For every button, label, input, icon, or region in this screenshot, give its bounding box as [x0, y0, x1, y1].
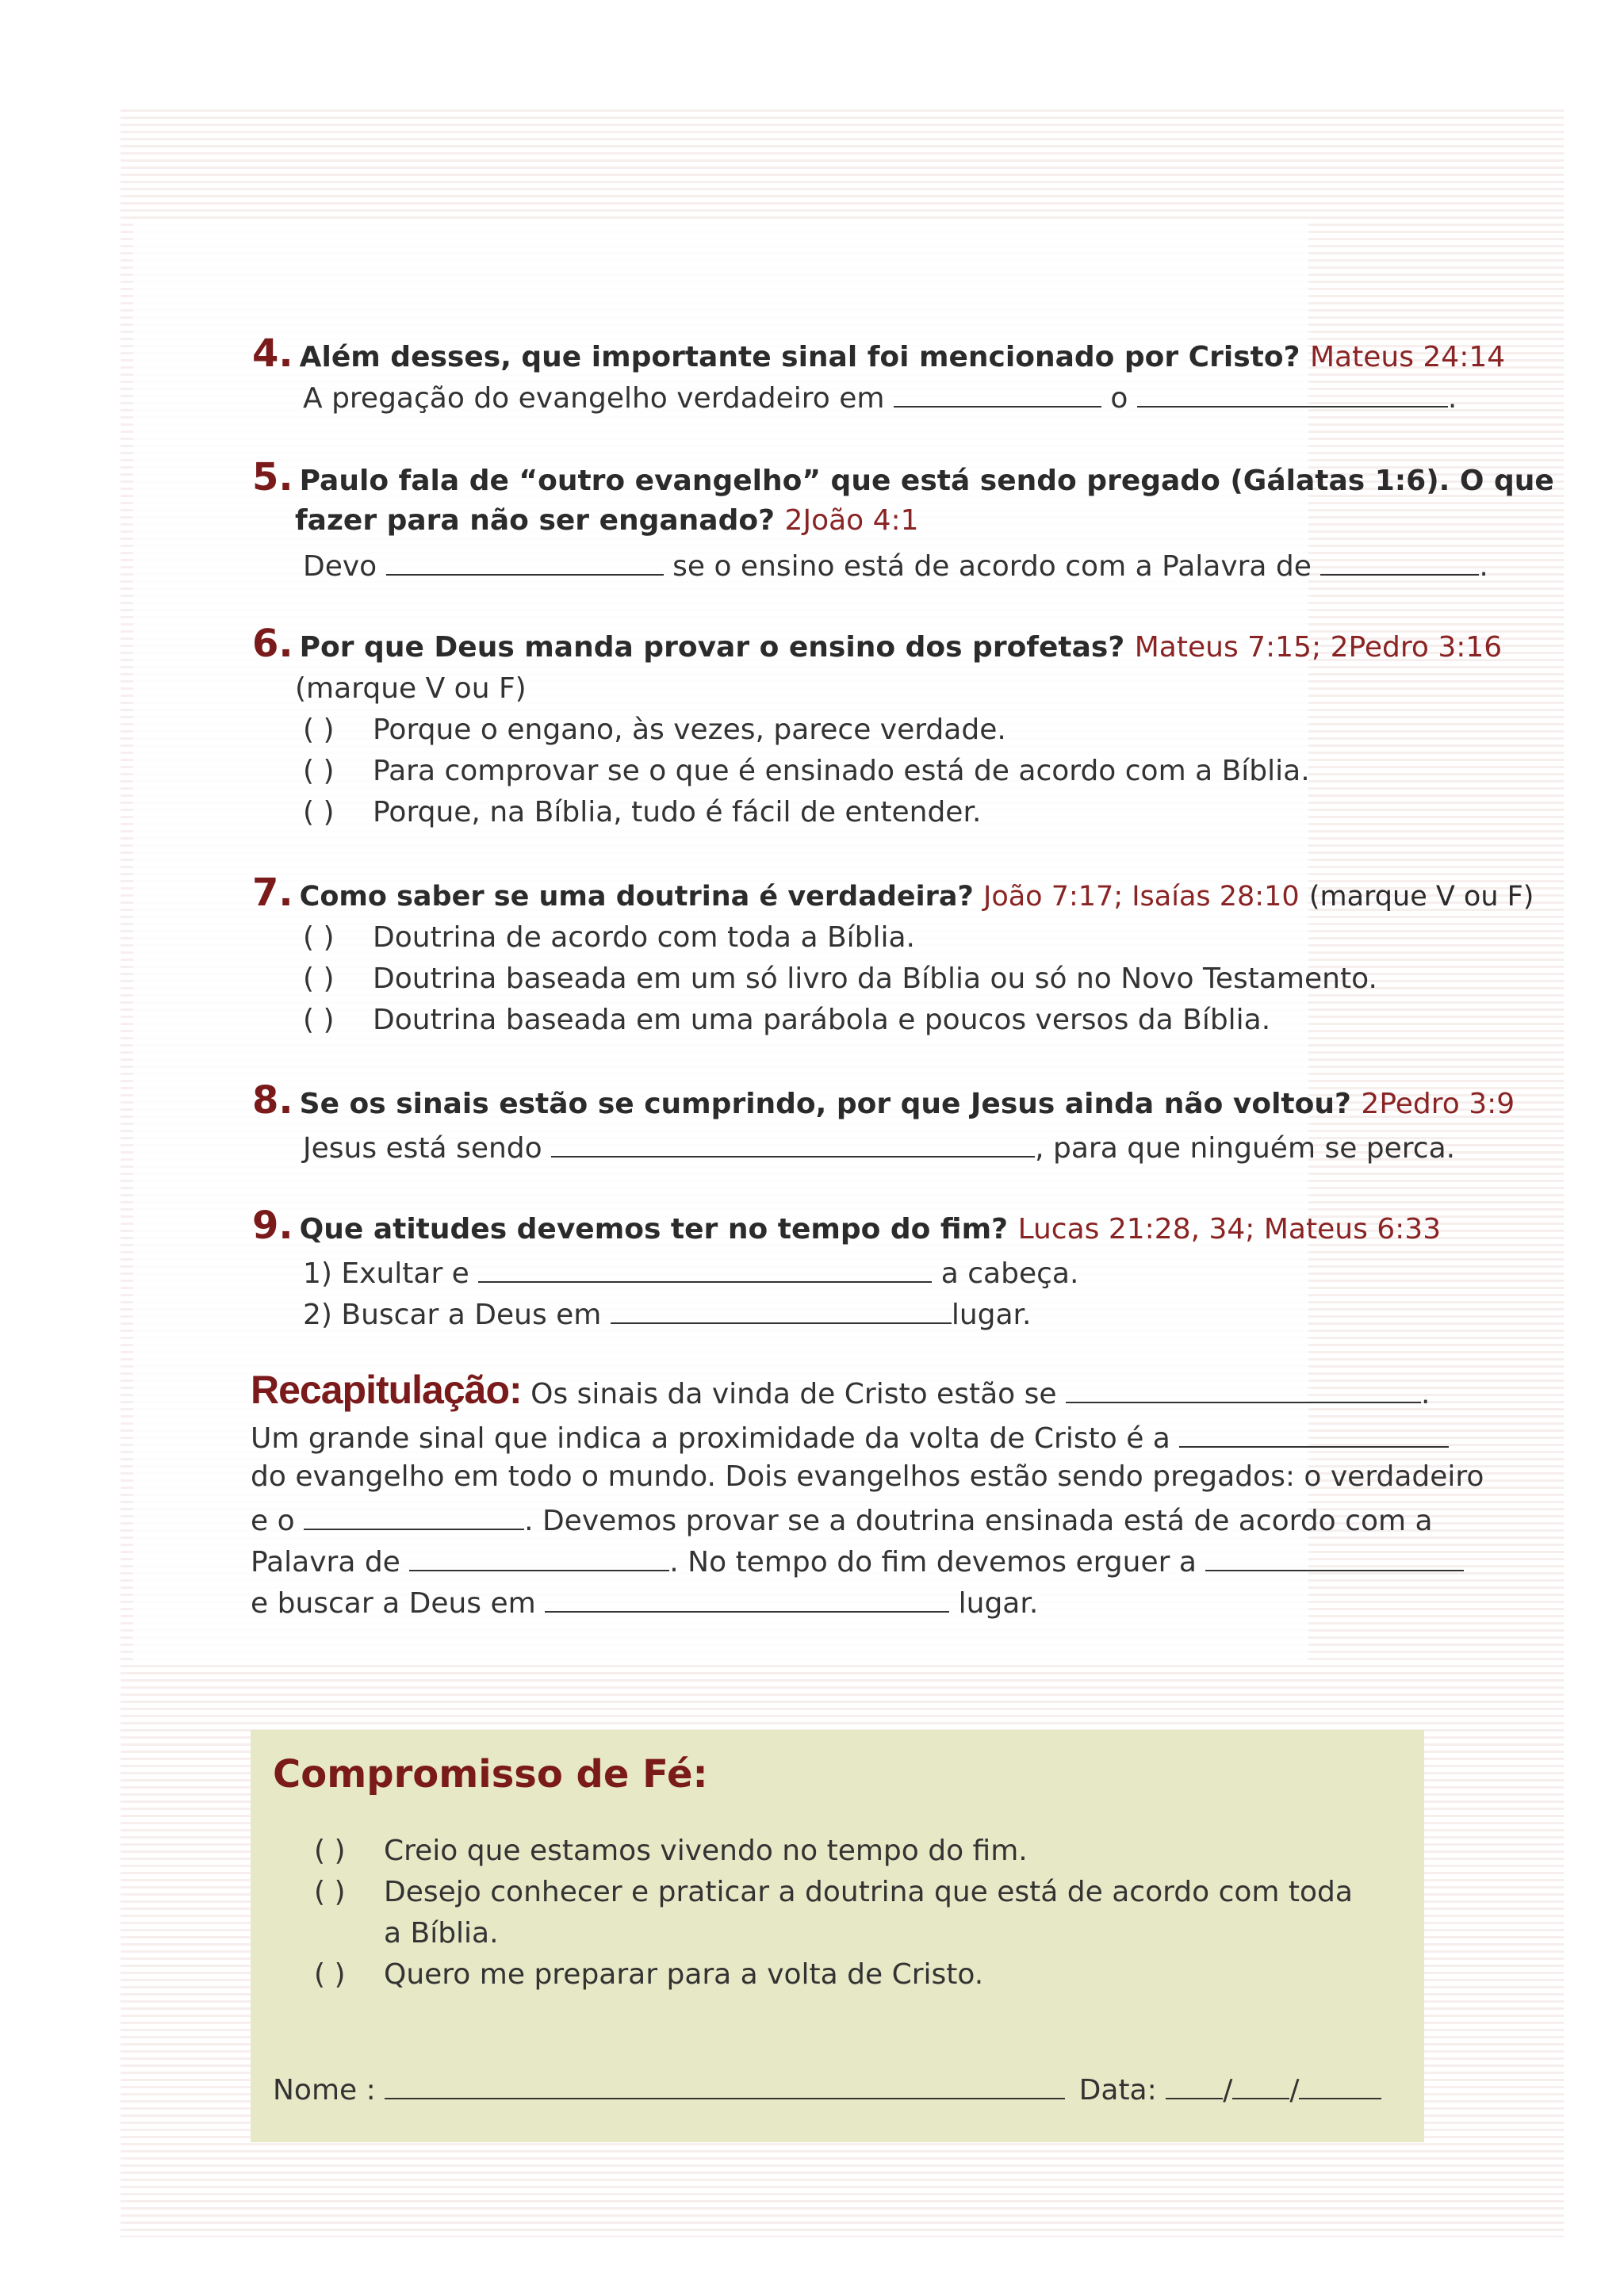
- question-5-cont: [295, 504, 919, 537]
- recap-text: e o: [251, 1505, 295, 1537]
- answer-text: A pregação do evangelho verdadeiro em: [303, 382, 885, 415]
- date-separator: /: [1223, 2074, 1233, 2107]
- question-number: 4.: [252, 331, 293, 376]
- option-row[interactable]: [303, 921, 915, 954]
- fill-blank[interactable]: [1137, 379, 1448, 408]
- option-text: Creio que estamos vivendo no tempo do fim.: [384, 1835, 1028, 1867]
- option-text: Doutrina baseada em uma parábola e poucos versos da Bíblia.: [373, 1004, 1271, 1036]
- option-text: Porque o engano, às vezes, parece verdade.: [373, 714, 1006, 746]
- option-text: Doutrina baseada em um só livro da Bíblia ou só no Novo Testamento.: [373, 962, 1377, 995]
- date-year-field[interactable]: [1299, 2071, 1381, 2099]
- question-number: 6.: [252, 622, 293, 666]
- recap-line-1: [251, 1367, 1430, 1413]
- option-row[interactable]: [303, 962, 1377, 995]
- fill-blank[interactable]: [545, 1584, 949, 1613]
- option-row[interactable]: [303, 1004, 1270, 1036]
- question-text: Paulo fala de “outro evangelho” que está sendo pregado (Gálatas 1:6). O que: [299, 465, 1554, 497]
- answer-text: o: [1110, 382, 1128, 415]
- answer-line-9-1: [303, 1254, 1078, 1290]
- commitment-option[interactable]: [314, 1835, 1028, 1867]
- recap-text: Os sinais da vinda de Cristo estão se: [530, 1378, 1057, 1410]
- question-4: [252, 331, 1505, 376]
- bible-reference: 2Pedro 3:9: [1361, 1088, 1515, 1120]
- question-number: 8.: [252, 1078, 293, 1123]
- checkbox[interactable]: ( ): [314, 1958, 346, 1991]
- option-row[interactable]: [303, 755, 1310, 787]
- checkbox[interactable]: ( ): [303, 921, 335, 954]
- answer-line-8: [303, 1129, 1455, 1165]
- recap-line-2: [251, 1419, 1449, 1455]
- fill-blank[interactable]: [1179, 1419, 1449, 1448]
- question-text: Como saber se uma doutrina é verdadeira?: [299, 881, 974, 913]
- answer-text: .: [1447, 382, 1457, 415]
- recap-line-6: [251, 1584, 1038, 1620]
- fill-blank[interactable]: [304, 1502, 524, 1530]
- answer-text: Devo: [303, 550, 377, 583]
- checkbox[interactable]: ( ): [314, 1835, 346, 1867]
- recap-text: e buscar a Deus em: [251, 1587, 536, 1620]
- commitment-box: [251, 1730, 1424, 2142]
- fill-blank[interactable]: [1320, 547, 1479, 576]
- question-text: fazer para não ser enganado?: [295, 504, 775, 537]
- question-6: [252, 622, 1502, 666]
- question-number: 5.: [252, 455, 293, 499]
- answer-text: 2) Buscar a Deus em: [303, 1299, 602, 1331]
- fill-blank[interactable]: [409, 1543, 669, 1571]
- bible-reference: João 7:17; Isaías 28:10: [983, 881, 1300, 913]
- answer-line-4: [303, 379, 1457, 415]
- fill-blank[interactable]: [478, 1254, 932, 1283]
- question-text: Se os sinais estão se cumprindo, por que Jesus ainda não voltou?: [299, 1088, 1351, 1120]
- option-text-cont: a Bíblia.: [384, 1917, 499, 1950]
- option-row[interactable]: [303, 714, 1006, 746]
- bible-reference: 2João 4:1: [784, 504, 919, 537]
- answer-text: , para que ninguém se perca.: [1035, 1132, 1456, 1165]
- question-8: [252, 1078, 1515, 1123]
- checkbox[interactable]: ( ): [303, 796, 335, 828]
- bible-reference: Mateus 24:14: [1310, 341, 1506, 373]
- recap-text: . No tempo do fim devemos erguer a: [669, 1546, 1197, 1578]
- name-field[interactable]: [385, 2071, 1065, 2099]
- recap-line-4: [251, 1502, 1433, 1537]
- date-label: Data:: [1078, 2074, 1157, 2107]
- answer-text: lugar.: [951, 1299, 1032, 1331]
- bible-reference: Lucas 21:28, 34; Mateus 6:33: [1017, 1213, 1442, 1246]
- fill-blank[interactable]: [894, 379, 1101, 408]
- recap-text: lugar.: [958, 1587, 1039, 1620]
- checkbox[interactable]: ( ): [303, 755, 335, 787]
- fill-blank[interactable]: [1205, 1543, 1464, 1571]
- fill-blank[interactable]: [611, 1295, 952, 1324]
- recap-text: .: [1420, 1378, 1431, 1410]
- question-5: [252, 455, 1554, 499]
- option-text: Quero me preparar para a volta de Cristo.: [384, 1958, 984, 1991]
- commitment-option[interactable]: [314, 1958, 983, 1991]
- fill-blank[interactable]: [551, 1129, 1035, 1158]
- question-number: 7.: [252, 871, 293, 915]
- date-separator: /: [1289, 2074, 1300, 2107]
- answer-text: .: [1479, 550, 1488, 583]
- question-text: Que atitudes devemos ter no tempo do fim?: [299, 1213, 1009, 1246]
- option-text: Para comprovar se o que é ensinado está de acordo com a Bíblia.: [373, 755, 1310, 787]
- answer-line-5: [303, 547, 1488, 583]
- name-label: Nome :: [273, 2074, 376, 2107]
- commitment-title: Compromisso de Fé:: [273, 1752, 708, 1797]
- option-text: Desejo conhecer e praticar a doutrina que está de acordo com toda: [384, 1876, 1353, 1908]
- question-number: 9.: [252, 1203, 293, 1248]
- answer-text: se o ensino está de acordo com a Palavra de: [672, 550, 1312, 583]
- option-row[interactable]: [303, 796, 981, 828]
- fill-blank[interactable]: [1066, 1375, 1421, 1403]
- answer-text: 1) Exultar e: [303, 1257, 469, 1290]
- instruction: (marque V ou F): [295, 672, 527, 705]
- checkbox[interactable]: ( ): [303, 962, 335, 995]
- recap-text: Um grande sinal que indica a proximidade da volta de Cristo é a: [251, 1422, 1170, 1455]
- checkbox[interactable]: ( ): [314, 1876, 346, 1908]
- checkbox[interactable]: ( ): [303, 1004, 335, 1036]
- commitment-option[interactable]: [314, 1876, 1353, 1908]
- answer-line-9-2: [303, 1295, 1032, 1331]
- instruction: (marque V ou F): [1308, 881, 1534, 913]
- checkbox[interactable]: ( ): [303, 714, 335, 746]
- answer-text: Jesus está sendo: [303, 1132, 542, 1165]
- recap-line-3: do evangelho em todo o mundo. Dois evangelhos estão sendo pregados: o verdadeiro: [251, 1460, 1484, 1493]
- question-text: Por que Deus manda provar o ensino dos profetas?: [299, 631, 1125, 664]
- answer-text: a cabeça.: [940, 1257, 1079, 1290]
- option-text: Porque, na Bíblia, tudo é fácil de entender.: [373, 796, 982, 828]
- question-text: Além desses, que importante sinal foi mencionado por Cristo?: [299, 341, 1300, 373]
- recap-title: Recapitulação:: [251, 1368, 522, 1412]
- date-month-field[interactable]: [1232, 2071, 1289, 2099]
- question-7: [252, 871, 1534, 915]
- option-text: Doutrina de acordo com toda a Bíblia.: [373, 921, 915, 954]
- signature-row: [273, 2071, 1381, 2107]
- recap-text: . Devemos provar se a doutrina ensinada está de acordo com a: [524, 1505, 1433, 1537]
- recap-text: Palavra de: [251, 1546, 400, 1578]
- date-day-field[interactable]: [1166, 2071, 1223, 2099]
- question-9: [252, 1203, 1441, 1248]
- fill-blank[interactable]: [386, 547, 664, 576]
- bible-reference: Mateus 7:15; 2Pedro 3:16: [1134, 631, 1503, 664]
- recap-line-5: [251, 1543, 1464, 1578]
